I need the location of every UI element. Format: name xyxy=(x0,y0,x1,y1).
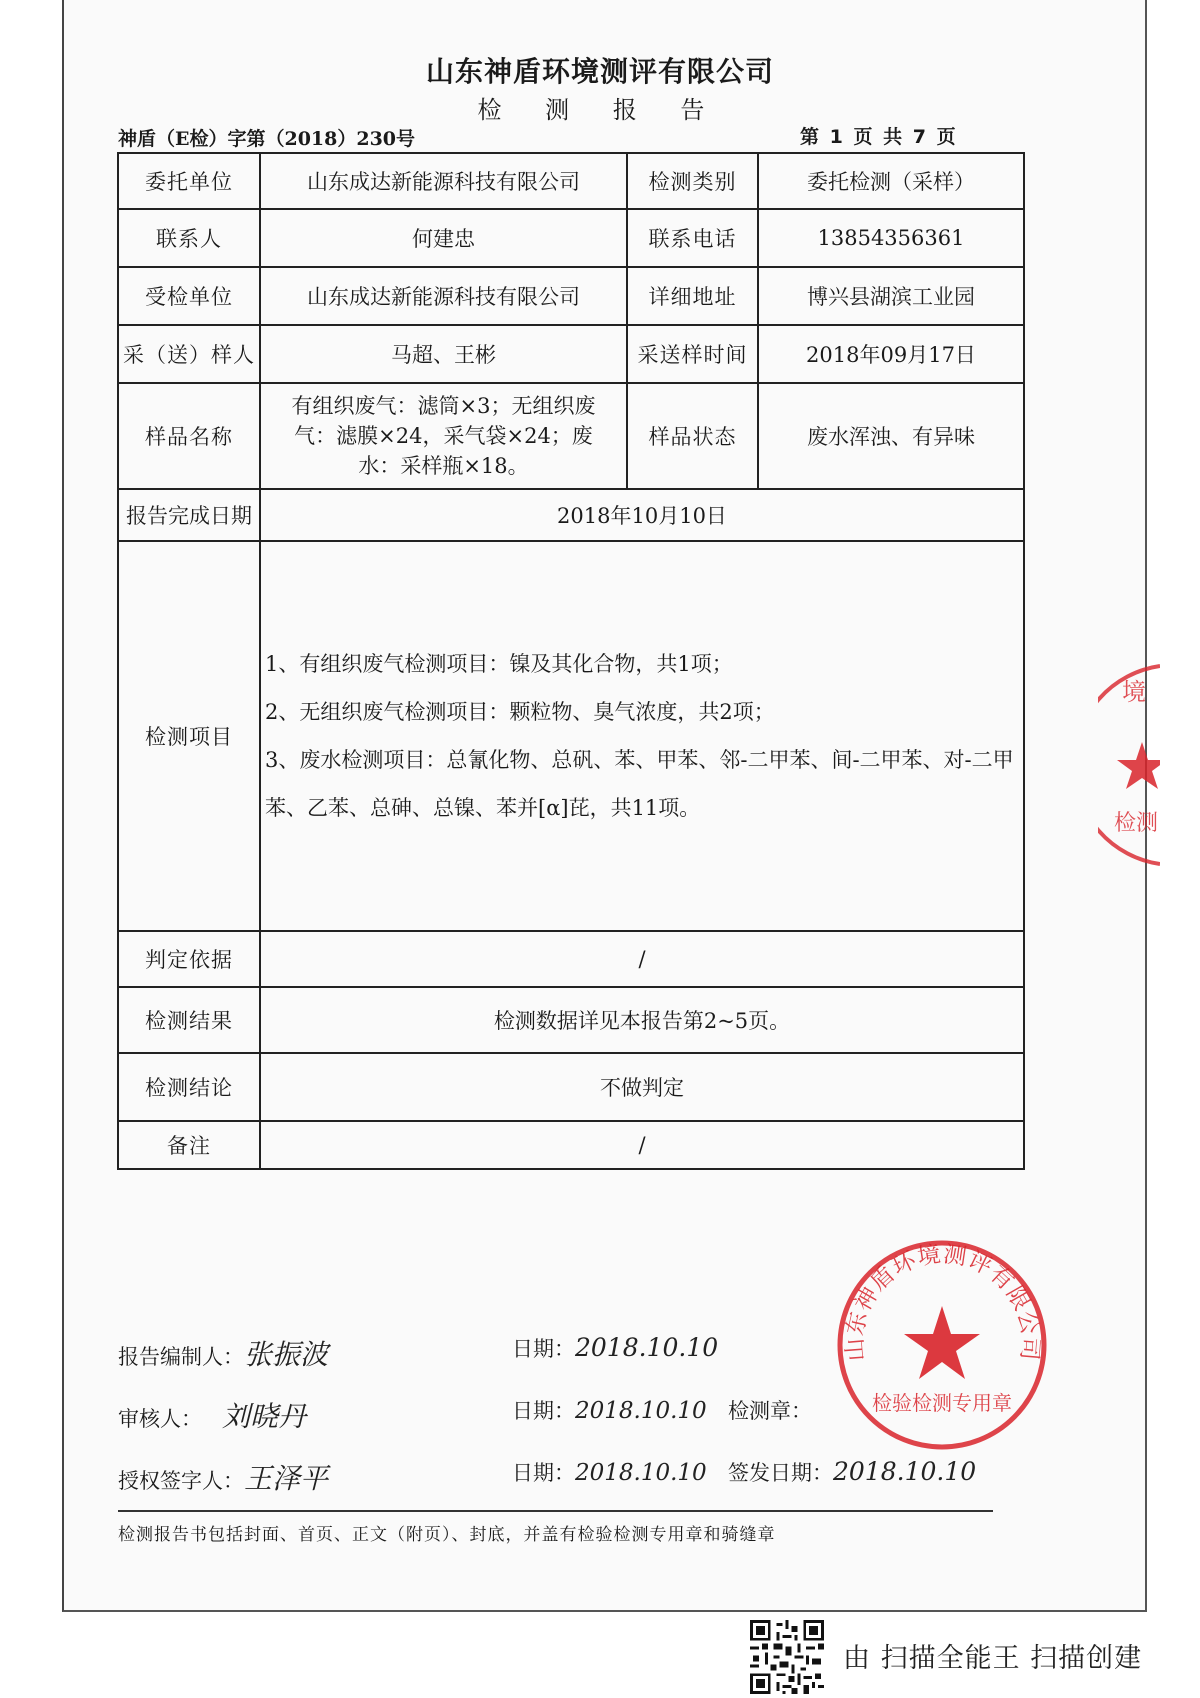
report-title: 检 测 报 告 xyxy=(477,96,723,124)
stamp-label: 检测章： xyxy=(728,1399,812,1423)
sampling-time-value: 2018年09月17日 xyxy=(758,325,1024,383)
sample-state-value: 废水浑浊、有异味 xyxy=(758,383,1024,489)
table-row xyxy=(118,383,1024,489)
report-info-table xyxy=(117,152,1025,1170)
table-row xyxy=(118,209,1024,267)
completion-date-label: 报告完成日期 xyxy=(118,489,260,541)
result-value: 检测数据详见本报告第2~5页。 xyxy=(260,987,1024,1053)
test-items-cell xyxy=(260,541,1024,931)
signer-label: 授权签字人： xyxy=(118,1469,244,1493)
reviewer-label: 审核人： xyxy=(118,1407,202,1431)
date-signature-3: 2018.10.10 xyxy=(575,1460,707,1486)
remark-label: 备注 xyxy=(118,1121,260,1169)
sample-name-label: 样品名称 xyxy=(118,383,260,489)
address-value: 博兴县湖滨工业园 xyxy=(758,267,1024,325)
address-label: 详细地址 xyxy=(627,267,758,325)
remark-value: / xyxy=(260,1121,1024,1169)
list-item: 1、有组织废气检测项目：镍及其化合物，共1项； xyxy=(265,652,733,676)
test-type-label: 检测类别 xyxy=(627,153,758,209)
result-label: 检测结果 xyxy=(118,987,260,1053)
date-label: 日期： xyxy=(512,1461,575,1485)
table-row xyxy=(118,489,1024,541)
date-row-3 xyxy=(512,1457,707,1487)
date-row-2 xyxy=(512,1395,707,1425)
inspected-unit-value: 山东成达新能源科技有限公司 xyxy=(260,267,627,325)
list-item: 2、无组织废气检测项目：颗粒物、臭气浓度，共2项； xyxy=(265,700,775,724)
basis-label: 判定依据 xyxy=(118,931,260,987)
seal-ring-text: 山东神盾环境测评有限公司 xyxy=(841,1241,1044,1363)
company-name: 山东神盾环境测评有限公司 xyxy=(425,55,774,88)
footer-note: 检测报告书包括封面、首页、正文（附页）、封底，并盖有检验检测专用章和骑缝章 xyxy=(118,1525,776,1545)
document-number: 神盾（E检）字第（2018）230号 xyxy=(118,128,416,150)
qr-code-icon xyxy=(750,1620,824,1694)
issue-date-label: 签发日期： xyxy=(728,1461,833,1485)
seam-stamp-text-bottom: 检测 xyxy=(1114,811,1159,836)
issue-date-signature: 2018.10.10 xyxy=(833,1457,977,1486)
date-signature-1: 2018.10.10 xyxy=(575,1333,719,1362)
table-row xyxy=(118,153,1024,209)
sample-name-value: 有组织废气：滤筒×3；无组织废气：滤膜×24，采气袋×24；废水：采样瓶×18。 xyxy=(260,383,627,489)
test-type-value: 委托检测（采样） xyxy=(758,153,1024,209)
table-row xyxy=(118,987,1024,1053)
phone-label: 联系电话 xyxy=(627,209,758,267)
client-label: 委托单位 xyxy=(118,153,260,209)
compiler-signature: 张振波 xyxy=(244,1338,329,1371)
table-row xyxy=(118,1121,1024,1169)
table-row xyxy=(118,1053,1024,1121)
signer-signature: 王泽平 xyxy=(244,1462,329,1495)
test-items-label: 检测项目 xyxy=(118,541,260,931)
issue-date-row xyxy=(728,1457,976,1487)
table-row xyxy=(118,931,1024,987)
compiler-label: 报告编制人： xyxy=(118,1345,244,1369)
scanner-watermark: 由 扫描全能王 扫描创建 xyxy=(843,1643,1143,1674)
compiler-row xyxy=(118,1333,328,1373)
test-items-list xyxy=(265,640,1019,832)
star-icon xyxy=(1117,742,1160,789)
sampler-value: 马超、王彬 xyxy=(260,325,627,383)
reviewer-row xyxy=(118,1395,306,1435)
conclusion-value: 不做判定 xyxy=(260,1053,1024,1121)
sampler-label: 采（送）样人 xyxy=(118,325,260,383)
date-row-1 xyxy=(512,1333,718,1363)
client-value: 山东成达新能源科技有限公司 xyxy=(260,153,627,209)
contact-label: 联系人 xyxy=(118,209,260,267)
reviewer-signature: 刘晓丹 xyxy=(222,1400,307,1433)
list-item: 3、废水检测项目：总氰化物、总矾、苯、甲苯、邻-二甲苯、间-二甲苯、对-二甲苯、乙苯、总砷、总镍、苯并[α]芘，共11项。 xyxy=(265,748,1014,820)
contact-value: 何建忠 xyxy=(260,209,627,267)
inspected-unit-label: 受检单位 xyxy=(118,267,260,325)
sampling-time-label: 采送样时间 xyxy=(627,325,758,383)
table-row xyxy=(118,267,1024,325)
date-signature-2: 2018.10.10 xyxy=(575,1398,707,1424)
conclusion-label: 检测结论 xyxy=(118,1053,260,1121)
completion-date-value: 2018年10月10日 xyxy=(260,489,1024,541)
sample-state-label: 样品状态 xyxy=(627,383,758,489)
table-row xyxy=(118,325,1024,383)
seal-bottom-text: 检验检测专用章 xyxy=(872,1391,1012,1415)
phone-value: 13854356361 xyxy=(758,209,1024,267)
page-number: 第 1 页 共 7 页 xyxy=(800,126,958,148)
date-label: 日期： xyxy=(512,1399,575,1423)
date-label: 日期： xyxy=(512,1337,575,1361)
basis-value: / xyxy=(260,931,1024,987)
table-row xyxy=(118,541,1024,931)
seam-stamp-text-top: 境 xyxy=(1122,678,1146,706)
official-seal-stamp xyxy=(835,1238,1050,1453)
signer-row xyxy=(118,1457,328,1497)
footer-divider xyxy=(118,1510,993,1512)
star-icon xyxy=(904,1306,980,1379)
seam-stamp xyxy=(1098,660,1160,870)
